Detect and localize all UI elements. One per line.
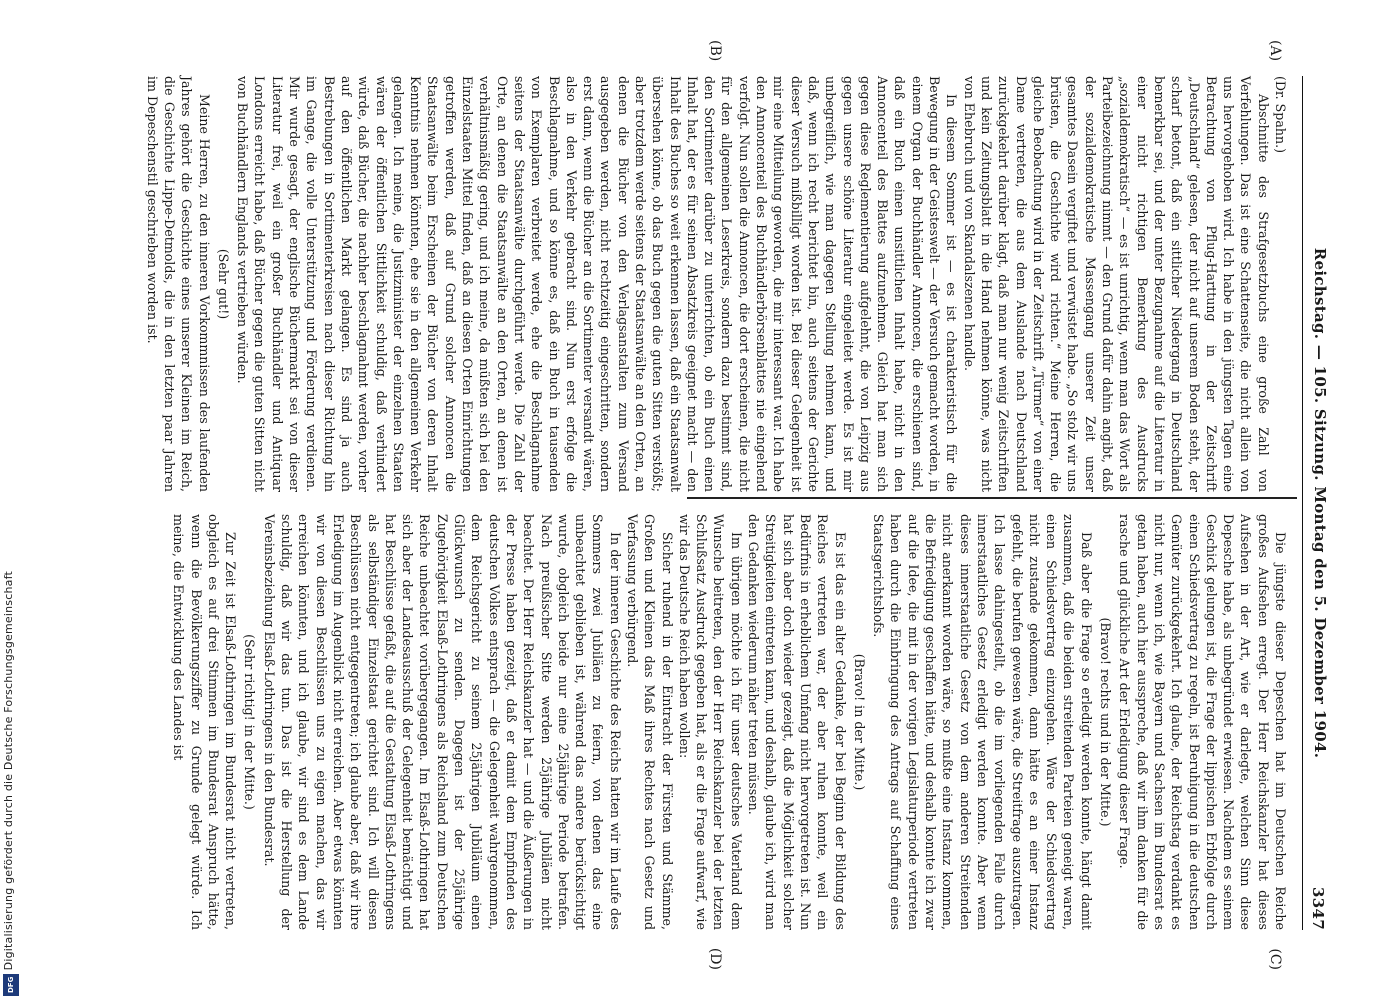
margin-mark-b: (B) [707, 40, 723, 62]
dfg-logo: DFG [3, 974, 19, 996]
interjection: (Bravo! in der Mitte.) [851, 653, 867, 791]
paragraph: Zur Zeit ist Elsaß-Lothringen im Bundesrat nicht vertreten, obgleich es auf drei Stimmen im Bundesrat Anspruch hätte, wenn die Bevölkerungsziffer zu Grunde gelegt würde. Ich meine, die Entwicklung des Landes ist [171, 514, 239, 930]
paragraph: Sicher ruhend in der Eintracht der Fürsten und Stämme, Großen und Kleinen das Maß ihres Rechtes nach Gesetz und Verfassung verbürgend. [625, 514, 675, 930]
page-number-right: 3347 [1309, 887, 1327, 930]
paragraph: Meine Herren, zu den inneren Vorkommnissen des laufenden Jahres gehört die Geschichte eines unserer Kleinen im Reich, die Geschichte Lippe-Detmolds, die in den letzten paar Jahren im Depeschenstil geschrieben worden ist. [144, 76, 212, 492]
column-divider [687, 497, 1297, 499]
margin-mark-d: (D) [707, 947, 723, 970]
interjection: (Bravo! rechts und in der Mitte.) [1098, 617, 1114, 827]
paragraph: In diesem Sommer ist — es ist charakteristisch für die Bewegung in der Geisteswelt — der Versuch gemacht worden, in einem Organ der Buchhändler Annoncen, die erschienen sind, daß ein Buch einen unsittlichen Inhalt habe, nicht in den Annoncenteil des Blattes aufzunehmen. Gleich hat man sich gegen diese Reglementierung aufgelehnt, die von Leipzig aus gegen unsere schöne Literatur eingeleitet werde. Es ist mir unbegreiflich, wie man dagegen Stellung nehmen kann, und daß, wenn ich recht berichtet bin, auch seitens der Gerichte dieser Versuch mißbilligt worden ist. Bei dieser Gelegenheit ist mir eine Mitteilung geworden, die mir interessant war. Ich habe den Annoncenteil des Buchhändlerbörsenblattes nie eingehend verfolgt. Nun sollen die Annoncen, die dort erscheinen, die nicht für den allgemeinen Leserkreis, sondern dazu bestimmt sind, den Sortimenter darüber zu unterrichten, ob ein Buch einen Inhalt hat, der es für seinen Absatzkreis geeignet macht — den Inhalt des Buches so weit erkennen lassen, daß ein Staatsanwalt übersehen könne, ob das Buch gegen die guten Sitten verstößt; aber trotzdem werde seitens der Staatsanwälte an den Orten, an denen die Bücher von den Verlagsanstalten zum Versand ausgegeben werden, nicht rechtzeitig eingeschritten, sondern erst dann, wenn die Bücher an die Sortimenter versandt wären, also in den Verkehr gebracht sind. Nun erst erfolge die Beschlagnahme, und so könne es, daß ein Buch in tausenden von Exemplaren verbreitet werde, ehe die Beschlagnahme seitens der Staatsanwälte durchgeführt werde. Die Zahl der Orte, an denen die Staatsanwälte an den Orten, an denen ist verhältnismäßig gering, und ich meine, da müßten sich bei den Einzelstaaten Mittel finden, daß an diesen Orten Einrichtungen getroffen werden, daß auf Grund solcher Annoncen die Staatsanwälte beim Erscheinen der Bücher von deren Inhalt Kenntnis nehmen könnten, ehe sie in den allgemeinen Verkehr gelangen. Ich meine, die Justizminister der einzelnen Staaten wären der öffentlichen Sittlichkeit schuldig, daß verhindert würde, daß Bücher, die nachher beschlagnahmt werden, vorher auf den öffentlichen Markt gelangen. Es sind ja auch Bestrebungen in Sortimenterkreisen nach dieser Richtung hin im Gange, die volle Unterstützung und Förderung verdienen. Mir wurde gesagt, der englische Büchermarkt sei von dieser Literatur frei, weil ein großer Buchhändler und Antiquar Londons erreicht habe, daß Bücher gegen die guten Sitten nicht von Buchhändlern Englands vertrieben würden. [235, 76, 960, 492]
page-header [1302, 76, 1333, 930]
paragraph: In der inneren Geschichte des Reichs hatten wir im Laufe des Sommers zwei Jubiläen zu feiern, von denen das eine unbeachtet geblieben ist, während das andere berücksichtigt wurde, obgleich beide nur eine 25jährige Periode betrafen. Nach preußischer Sitte werden 25jährige Jubiläen nicht beachtet. Der Herr Reichskanzler hat — und die Äußerungen in der Presse haben gezeigt, daß er damit dem Empfinden des deutschen Volkes entsprach — die Gelegenheit wahrgenommen, dem Reichsgericht zu seinem 25jährigen Jubiläum einen Glückwunsch zu senden. Dagegen ist der 25jährige Zugehörigkeit Elsaß-Lothringens als Reichsland zum Deutschen Reiche unbeachtet vorübergegangen. Im Elsaß-Lothringen hat sich aber der Landesausschuß der Gelegenheit bemächtigt und hat Beschlüsse gefaßt, die auf die Gestaltung Elsaß-Lothringens als selbständiger Einzelstaat gerichtet sind. Ich will diesen Beschlüssen nicht entgegentreten; ich glaube aber, daß wir ihre Erledigung im Augenblick nicht erreichen. Aber etwas könnten wir von diesen Beschlüssen uns zu eigen machen, das wir erreichen könnten, und ich glaube, wir sind es dem Lande schuldig, daß wir das tun. Das ist die Herstellung der Vereinsbeziehung Elsaß-Lothringens in den Bundesrat. [261, 514, 623, 930]
paragraph: Daß aber die Frage so erledigt werden konnte, hängt damit zusammen, daß die beiden streitenden Parteien geneigt waren, einen Schiedsvertrag einzugehen. Wäre der Schiedsvertrag nicht zustande gekommen, dann hätte es an einer Instanz gefehlt, die berufen gewesen wäre, die Streitfrage auszutragen. Ich lasse dahingestellt, ob die im vorliegenden Falle durch innerstaatliches Gesetz erledigt werden konnte. Aber wenn dieses innerstaatliche Gesetz von dem anderen Streitenden nicht anerkannt worden wäre, so mußte eine Instanz kommen, die Befriedigung geschaffen hätte, und deshalb konnte ich zwar auf die Idee, die mit in der vorigen Legislaturperiode vertreten haben durch die Einbringung des Antrags auf Schaffung eines Staatsgerichtshofs. [871, 514, 1094, 930]
left-column [143, 76, 1289, 492]
paragraph: Es ist das ein alter Gedanke, der bei Beginn der Bildung des Reiches vertreten war, der aber ruhen konnte, weil ein Bedürfnis in erheblichem Umfang nicht hervorgetreten ist. Nun hat sich aber doch wieder gezeigt, daß die Möglichkeit solcher Streitigkeiten eintreten kann, und deshalb, glaube ich, wird man den Gedanken wiederum näher treten müssen. [746, 514, 848, 930]
paragraph: Im übrigen möchte ich für unser deutsches Vaterland dem Wunsche beitreten, den der Herr Reichskanzler bei der letzten Schlußsatz Ausdruck gegeben hat, als er die Frage aufwarf, wie wir das Deutsche Reich haben wollen: [676, 514, 744, 930]
speaker-name: (Dr. Spahn.) [1273, 76, 1288, 153]
interjection: (Sehr gut!) [215, 248, 231, 320]
margin-mark-c: (C) [1267, 948, 1283, 970]
interjection: (Sehr richtig! in der Mitte.) [242, 634, 258, 810]
right-column [170, 514, 1289, 930]
credit-text: Digitalisierung gefördert durch die Deutsche Forschungsgemeinschaft [2, 570, 15, 970]
paragraph: Die jüngste dieser Depeschen hat im Deutschen Reiche großes Aufsehen erregt. Der Herr Reichskanzler hat dieses Aufsehen in der Art, wie er darlegte, welchen Sinn diese Depesche habe, als unbegründet erwiesen. Nachdem es seinem Geschick gelungen ist, die Frage der lippischen Erbfolge durch einen Schiedsvertrag zu regeln, ist Beruhigung in die deutschen Gemüter zurückgekehrt. Ich glaube, der Reichstag verdankt es nicht nur, wenn ich, wie Bayern und Sachsen im Bundesrat es getan haben, auch hier ausspreche, daß wir ihm danken für die rasche und glückliche Art der Erledigung dieser Frage. [1117, 514, 1288, 930]
margin-mark-a: (A) [1267, 40, 1283, 62]
paragraph: Abschnitte des Strafgesetzbuchs eine große Zahl von Verfehlungen. Das ist eine Schattenseite, die nicht allein von uns hervorgehoben wird. Ich habe in den jüngsten Tagen eine Betrachtung von Pflug-Harttung in der Zeitschrift „Deutschland“ gelesen, der nicht auf unserem Boden steht, der scharf betont, daß ein sittlicher Niedergang in Deutschland bemerkbar sei, und der unter Bezugnahme auf die Literatur in einer nicht richtigen Bemerkung des Ausdrucks „sozialdemokratisch“ — es ist unrichtig, wenn man das Wort als Parteibezeichnung nimmt — den Grund dafür dahin angibt, daß der sozialdemokratische Massengang unserer Zeit unser gesamtes Dasein vergiftet und verwüstet habe. „So stolz wir uns brüsten, die Geschichte wird richten.“ Meine Herren, die gleiche Beobachtung wird in der Zeitschrift „Türmer“ von einer Dame vertreten, die aus dem Auslande nach Deutschland zurückgekehrt darüber klagt, daß man nur wenig Zeitschriften und kein Zeitungsblatt in die Hand nehmen könne, was nicht von Ehebruch und von Skandalszenen handle. [961, 76, 1271, 492]
running-title: Reichstag. — 105. Sitzung. Montag den 5. Dezember 1904. [1311, 247, 1329, 759]
